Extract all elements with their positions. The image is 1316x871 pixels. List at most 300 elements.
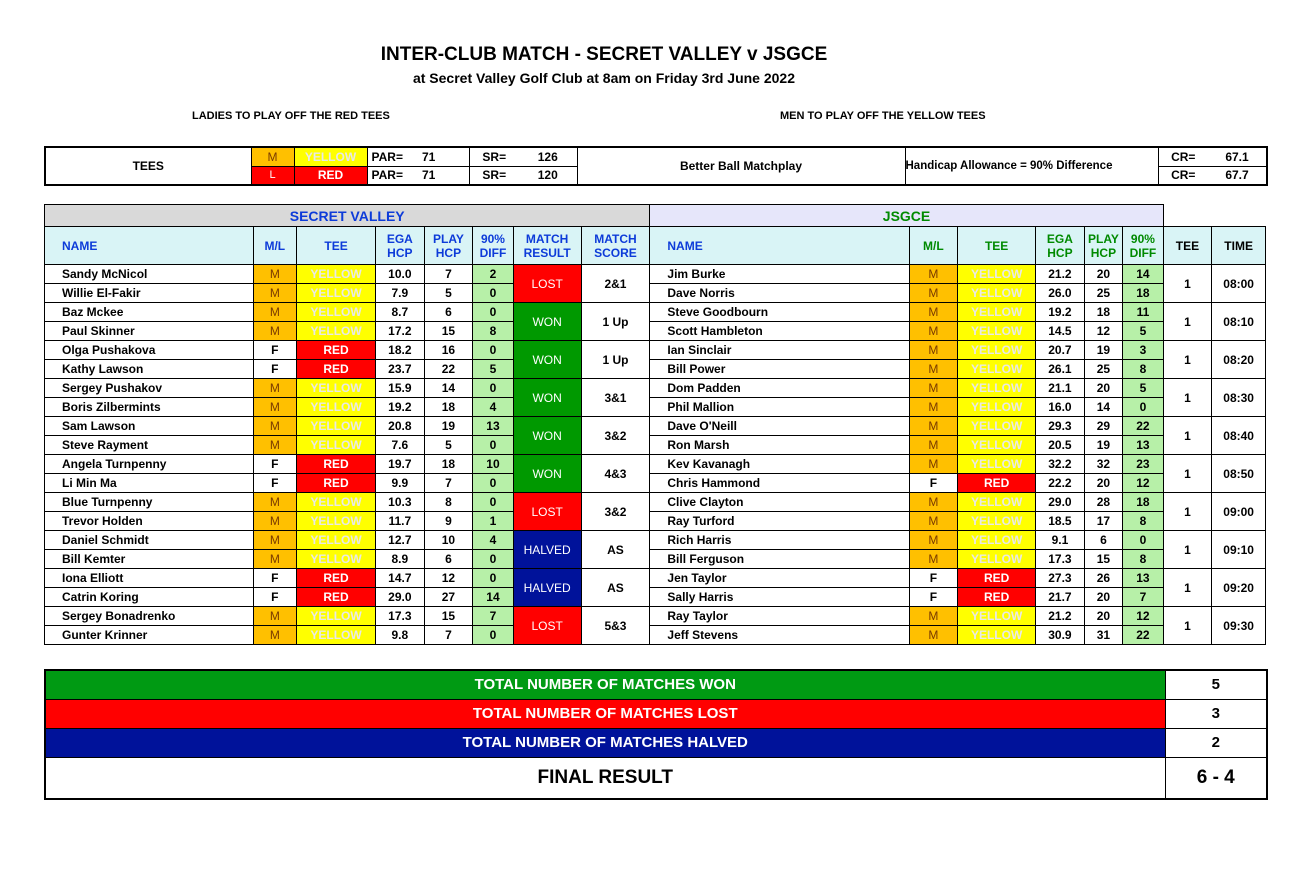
match-score: 3&2 bbox=[581, 417, 650, 455]
handicap-allowance: Handicap Allowance = 90% Difference bbox=[905, 147, 1158, 185]
away-player-ega-hcp: 20.7 bbox=[1036, 341, 1085, 360]
home-player-play-hcp: 18 bbox=[424, 455, 473, 474]
page-title: INTER-CLUB MATCH - SECRET VALLEY v JSGCE bbox=[380, 44, 828, 65]
totals-table bbox=[44, 669, 1268, 800]
away-player-diff: 13 bbox=[1123, 569, 1163, 588]
away-player-ml: M bbox=[909, 341, 958, 360]
match-result-badge: WON bbox=[513, 341, 581, 379]
away-player-tee: YELLOW bbox=[958, 626, 1036, 645]
away-player-play-hcp: 19 bbox=[1084, 436, 1122, 455]
home-player-ml: M bbox=[253, 417, 297, 436]
away-player-name: Jeff Stevens bbox=[650, 626, 909, 645]
away-player-name: Jim Burke bbox=[650, 265, 909, 284]
home-player-name: Paul Skinner bbox=[45, 322, 254, 341]
home-player-tee: RED bbox=[297, 341, 376, 360]
home-player-name: Boris Zilbermints bbox=[45, 398, 254, 417]
home-player-play-hcp: 6 bbox=[424, 303, 473, 322]
home-player-ml: M bbox=[253, 626, 297, 645]
col-time: TIME bbox=[1212, 227, 1266, 265]
away-player-ega-hcp: 21.2 bbox=[1036, 607, 1085, 626]
away-player-diff: 13 bbox=[1123, 436, 1163, 455]
away-player-ml: M bbox=[909, 436, 958, 455]
match-score: 2&1 bbox=[581, 265, 650, 303]
away-player-diff: 5 bbox=[1123, 379, 1163, 398]
home-player-ega-hcp: 29.0 bbox=[376, 588, 425, 607]
away-player-diff: 12 bbox=[1123, 474, 1163, 493]
total-won-value: 5 bbox=[1165, 670, 1267, 699]
away-player-ml: M bbox=[909, 626, 958, 645]
home-player-ega-hcp: 14.7 bbox=[376, 569, 425, 588]
home-player-name: Gunter Krinner bbox=[45, 626, 254, 645]
home-player-name: Willie El-Fakir bbox=[45, 284, 254, 303]
home-player-ml: M bbox=[253, 493, 297, 512]
tee-number: 1 bbox=[1163, 341, 1212, 379]
home-player-play-hcp: 16 bbox=[424, 341, 473, 360]
cr-label: CR= bbox=[1158, 147, 1208, 166]
match-result-badge: WON bbox=[513, 455, 581, 493]
cr-value: 67.1 bbox=[1208, 147, 1267, 166]
home-player-tee: YELLOW bbox=[297, 265, 376, 284]
home-player-name: Baz Mckee bbox=[45, 303, 254, 322]
away-player-ega-hcp: 32.2 bbox=[1036, 455, 1085, 474]
home-player-play-hcp: 15 bbox=[424, 607, 473, 626]
home-player-play-hcp: 15 bbox=[424, 322, 473, 341]
total-lost-label: TOTAL NUMBER OF MATCHES LOST bbox=[45, 699, 1165, 728]
tee-number: 1 bbox=[1163, 493, 1212, 531]
col-diff: 90% DIFF bbox=[473, 227, 513, 265]
away-player-play-hcp: 14 bbox=[1084, 398, 1122, 417]
home-player-ega-hcp: 9.8 bbox=[376, 626, 425, 645]
cr-value: 67.7 bbox=[1208, 166, 1267, 185]
home-player-play-hcp: 7 bbox=[424, 265, 473, 284]
match-score: 3&1 bbox=[581, 379, 650, 417]
away-player-ega-hcp: 26.0 bbox=[1036, 284, 1085, 303]
home-player-tee: YELLOW bbox=[297, 493, 376, 512]
home-player-ega-hcp: 12.7 bbox=[376, 531, 425, 550]
away-player-name: Dave O'Neill bbox=[650, 417, 909, 436]
home-player-play-hcp: 5 bbox=[424, 436, 473, 455]
away-player-diff: 22 bbox=[1123, 626, 1163, 645]
away-player-diff: 0 bbox=[1123, 398, 1163, 417]
sr-value: 120 bbox=[519, 166, 577, 185]
away-player-name: Steve Goodbourn bbox=[650, 303, 909, 322]
home-player-tee: RED bbox=[297, 360, 376, 379]
table-row bbox=[45, 455, 1266, 474]
home-player-play-hcp: 6 bbox=[424, 550, 473, 569]
away-player-ml: M bbox=[909, 284, 958, 303]
tee-ml-ladies: L bbox=[251, 166, 294, 185]
home-player-name: Blue Turnpenny bbox=[45, 493, 254, 512]
away-player-name: Bill Power bbox=[650, 360, 909, 379]
away-player-ega-hcp: 22.2 bbox=[1036, 474, 1085, 493]
away-player-tee: YELLOW bbox=[958, 436, 1036, 455]
away-player-ega-hcp: 27.3 bbox=[1036, 569, 1085, 588]
col-match-score: MATCH SCORE bbox=[581, 227, 650, 265]
par-label: PAR= bbox=[367, 147, 422, 166]
away-player-name: Dave Norris bbox=[650, 284, 909, 303]
home-player-tee: YELLOW bbox=[297, 607, 376, 626]
match-score: AS bbox=[581, 531, 650, 569]
col-play-hcp: PLAY HCP bbox=[424, 227, 473, 265]
col-name: NAME bbox=[45, 227, 254, 265]
tee-number: 1 bbox=[1163, 569, 1212, 607]
home-player-tee: YELLOW bbox=[297, 436, 376, 455]
table-row bbox=[45, 303, 1266, 322]
away-player-diff: 23 bbox=[1123, 455, 1163, 474]
home-player-tee: YELLOW bbox=[297, 417, 376, 436]
home-player-ega-hcp: 20.8 bbox=[376, 417, 425, 436]
away-player-play-hcp: 6 bbox=[1084, 531, 1122, 550]
home-player-diff: 4 bbox=[473, 531, 513, 550]
home-player-ml: F bbox=[253, 569, 297, 588]
col-away-name: NAME bbox=[650, 227, 909, 265]
home-player-diff: 0 bbox=[473, 379, 513, 398]
total-lost-value: 3 bbox=[1165, 699, 1267, 728]
home-player-diff: 0 bbox=[473, 493, 513, 512]
col-match-result: MATCH RESULT bbox=[513, 227, 581, 265]
table-row bbox=[45, 379, 1266, 398]
home-player-ml: M bbox=[253, 265, 297, 284]
table-row bbox=[45, 284, 1266, 303]
home-player-play-hcp: 12 bbox=[424, 569, 473, 588]
away-player-tee: YELLOW bbox=[958, 303, 1036, 322]
col-tee-no: TEE bbox=[1163, 227, 1212, 265]
home-player-ega-hcp: 7.6 bbox=[376, 436, 425, 455]
home-player-play-hcp: 22 bbox=[424, 360, 473, 379]
home-player-play-hcp: 19 bbox=[424, 417, 473, 436]
away-player-play-hcp: 20 bbox=[1084, 265, 1122, 284]
home-player-play-hcp: 9 bbox=[424, 512, 473, 531]
away-player-ml: M bbox=[909, 607, 958, 626]
away-player-ega-hcp: 30.9 bbox=[1036, 626, 1085, 645]
home-player-diff: 13 bbox=[473, 417, 513, 436]
table-row bbox=[45, 398, 1266, 417]
table-row bbox=[45, 322, 1266, 341]
match-score: 4&3 bbox=[581, 455, 650, 493]
table-row bbox=[45, 531, 1266, 550]
home-player-tee: YELLOW bbox=[297, 322, 376, 341]
away-player-ega-hcp: 18.5 bbox=[1036, 512, 1085, 531]
away-player-name: Ian Sinclair bbox=[650, 341, 909, 360]
tee-number: 1 bbox=[1163, 455, 1212, 493]
home-player-diff: 0 bbox=[473, 474, 513, 493]
tee-number: 1 bbox=[1163, 607, 1212, 645]
away-player-name: Jen Taylor bbox=[650, 569, 909, 588]
away-player-name: Scott Hambleton bbox=[650, 322, 909, 341]
table-row bbox=[45, 569, 1266, 588]
home-player-ega-hcp: 15.9 bbox=[376, 379, 425, 398]
away-player-name: Rich Harris bbox=[650, 531, 909, 550]
away-player-play-hcp: 12 bbox=[1084, 322, 1122, 341]
final-result-label: FINAL RESULT bbox=[45, 757, 1165, 799]
home-player-name: Sandy McNicol bbox=[45, 265, 254, 284]
home-player-ega-hcp: 11.7 bbox=[376, 512, 425, 531]
away-player-tee: YELLOW bbox=[958, 531, 1036, 550]
home-player-ega-hcp: 18.2 bbox=[376, 341, 425, 360]
page-subtitle: at Secret Valley Golf Club at 8am on Friday 3rd June 2022 bbox=[412, 70, 796, 86]
away-player-ega-hcp: 26.1 bbox=[1036, 360, 1085, 379]
match-result-badge: WON bbox=[513, 417, 581, 455]
total-halved-label: TOTAL NUMBER OF MATCHES HALVED bbox=[45, 728, 1165, 757]
home-player-ml: F bbox=[253, 360, 297, 379]
home-player-name: Sergey Bonadrenko bbox=[45, 607, 254, 626]
away-player-tee: YELLOW bbox=[958, 512, 1036, 531]
tee-time: 08:10 bbox=[1212, 303, 1266, 341]
away-player-ega-hcp: 9.1 bbox=[1036, 531, 1085, 550]
home-player-diff: 2 bbox=[473, 265, 513, 284]
away-player-tee: YELLOW bbox=[958, 322, 1036, 341]
away-player-diff: 8 bbox=[1123, 512, 1163, 531]
away-player-diff: 7 bbox=[1123, 588, 1163, 607]
home-player-tee: YELLOW bbox=[297, 379, 376, 398]
match-result-badge: WON bbox=[513, 303, 581, 341]
away-player-ml: M bbox=[909, 455, 958, 474]
away-player-diff: 8 bbox=[1123, 550, 1163, 569]
away-player-ega-hcp: 29.3 bbox=[1036, 417, 1085, 436]
home-player-ega-hcp: 9.9 bbox=[376, 474, 425, 493]
away-player-tee: YELLOW bbox=[958, 341, 1036, 360]
away-player-ega-hcp: 17.3 bbox=[1036, 550, 1085, 569]
home-team-header: SECRET VALLEY bbox=[45, 205, 650, 227]
tee-time: 09:10 bbox=[1212, 531, 1266, 569]
tee-time: 09:30 bbox=[1212, 607, 1266, 645]
tee-time: 08:20 bbox=[1212, 341, 1266, 379]
home-player-name: Daniel Schmidt bbox=[45, 531, 254, 550]
home-player-tee: YELLOW bbox=[297, 531, 376, 550]
away-player-ml: M bbox=[909, 265, 958, 284]
away-player-name: Ron Marsh bbox=[650, 436, 909, 455]
home-player-diff: 0 bbox=[473, 569, 513, 588]
away-player-name: Bill Ferguson bbox=[650, 550, 909, 569]
tees-table bbox=[44, 146, 1268, 186]
table-row bbox=[45, 512, 1266, 531]
table-row bbox=[45, 626, 1266, 645]
home-player-ml: F bbox=[253, 474, 297, 493]
away-player-tee: RED bbox=[958, 474, 1036, 493]
away-player-play-hcp: 17 bbox=[1084, 512, 1122, 531]
home-player-diff: 0 bbox=[473, 341, 513, 360]
cr-label: CR= bbox=[1158, 166, 1208, 185]
away-player-diff: 12 bbox=[1123, 607, 1163, 626]
away-player-ml: F bbox=[909, 588, 958, 607]
home-player-ega-hcp: 19.7 bbox=[376, 455, 425, 474]
home-player-name: Iona Elliott bbox=[45, 569, 254, 588]
away-player-name: Sally Harris bbox=[650, 588, 909, 607]
away-player-name: Dom Padden bbox=[650, 379, 909, 398]
match-score: 1 Up bbox=[581, 341, 650, 379]
away-player-ega-hcp: 20.5 bbox=[1036, 436, 1085, 455]
away-player-ml: M bbox=[909, 303, 958, 322]
away-player-name: Ray Turford bbox=[650, 512, 909, 531]
away-player-tee: YELLOW bbox=[958, 417, 1036, 436]
tee-yellow: YELLOW bbox=[294, 147, 367, 166]
away-player-name: Phil Mallion bbox=[650, 398, 909, 417]
match-result-badge: WON bbox=[513, 379, 581, 417]
match-score: 5&3 bbox=[581, 607, 650, 645]
away-player-diff: 8 bbox=[1123, 360, 1163, 379]
home-player-diff: 1 bbox=[473, 512, 513, 531]
par-value: 71 bbox=[422, 166, 469, 185]
away-player-ega-hcp: 29.0 bbox=[1036, 493, 1085, 512]
match-result-badge: LOST bbox=[513, 265, 581, 303]
sr-label: SR= bbox=[469, 147, 519, 166]
par-label: PAR= bbox=[367, 166, 422, 185]
matches-table bbox=[44, 204, 1266, 645]
away-player-play-hcp: 29 bbox=[1084, 417, 1122, 436]
home-player-name: Steve Rayment bbox=[45, 436, 254, 455]
tee-number: 1 bbox=[1163, 417, 1212, 455]
match-result-badge: LOST bbox=[513, 607, 581, 645]
away-player-diff: 14 bbox=[1123, 265, 1163, 284]
match-result-badge: HALVED bbox=[513, 569, 581, 607]
total-halved-value: 2 bbox=[1165, 728, 1267, 757]
home-player-diff: 7 bbox=[473, 607, 513, 626]
home-player-name: Bill Kemter bbox=[45, 550, 254, 569]
home-player-play-hcp: 7 bbox=[424, 626, 473, 645]
table-row bbox=[45, 493, 1266, 512]
match-result-badge: LOST bbox=[513, 493, 581, 531]
away-player-tee: YELLOW bbox=[958, 493, 1036, 512]
away-player-play-hcp: 28 bbox=[1084, 493, 1122, 512]
col-away-ega-hcp: EGA HCP bbox=[1036, 227, 1085, 265]
home-player-diff: 0 bbox=[473, 284, 513, 303]
away-player-play-hcp: 19 bbox=[1084, 341, 1122, 360]
away-player-name: Kev Kavanagh bbox=[650, 455, 909, 474]
away-player-ml: M bbox=[909, 550, 958, 569]
away-player-ega-hcp: 21.7 bbox=[1036, 588, 1085, 607]
away-player-ml: M bbox=[909, 531, 958, 550]
home-player-diff: 4 bbox=[473, 398, 513, 417]
home-player-tee: YELLOW bbox=[297, 284, 376, 303]
away-player-diff: 18 bbox=[1123, 284, 1163, 303]
away-player-tee: YELLOW bbox=[958, 550, 1036, 569]
match-score: 1 Up bbox=[581, 303, 650, 341]
home-player-name: Sam Lawson bbox=[45, 417, 254, 436]
sr-label: SR= bbox=[469, 166, 519, 185]
table-row bbox=[45, 265, 1266, 284]
table-row bbox=[45, 341, 1266, 360]
home-player-ml: M bbox=[253, 379, 297, 398]
col-ml: M/L bbox=[253, 227, 297, 265]
home-player-tee: YELLOW bbox=[297, 550, 376, 569]
away-player-play-hcp: 32 bbox=[1084, 455, 1122, 474]
table-row bbox=[45, 474, 1266, 493]
home-player-diff: 0 bbox=[473, 436, 513, 455]
table-row bbox=[45, 436, 1266, 455]
table-row bbox=[45, 550, 1266, 569]
home-player-ega-hcp: 10.0 bbox=[376, 265, 425, 284]
home-player-ml: M bbox=[253, 531, 297, 550]
away-player-ml: M bbox=[909, 360, 958, 379]
col-away-tee: TEE bbox=[958, 227, 1036, 265]
tee-time: 09:00 bbox=[1212, 493, 1266, 531]
away-player-ml: F bbox=[909, 569, 958, 588]
home-player-ega-hcp: 23.7 bbox=[376, 360, 425, 379]
home-player-name: Olga Pushakova bbox=[45, 341, 254, 360]
away-player-diff: 5 bbox=[1123, 322, 1163, 341]
away-player-ml: M bbox=[909, 493, 958, 512]
away-player-diff: 22 bbox=[1123, 417, 1163, 436]
away-player-ml: M bbox=[909, 322, 958, 341]
home-player-ml: M bbox=[253, 512, 297, 531]
match-score: 3&2 bbox=[581, 493, 650, 531]
home-player-ml: M bbox=[253, 607, 297, 626]
men-tee-note: MEN TO PLAY OFF THE YELLOW TEES bbox=[780, 110, 986, 122]
home-player-ega-hcp: 7.9 bbox=[376, 284, 425, 303]
tees-label: TEES bbox=[45, 147, 251, 185]
home-player-name: Trevor Holden bbox=[45, 512, 254, 531]
away-player-play-hcp: 20 bbox=[1084, 474, 1122, 493]
away-player-diff: 3 bbox=[1123, 341, 1163, 360]
away-player-ml: M bbox=[909, 379, 958, 398]
tee-time: 09:20 bbox=[1212, 569, 1266, 607]
home-player-ml: M bbox=[253, 398, 297, 417]
col-ega-hcp: EGA HCP bbox=[376, 227, 425, 265]
home-player-diff: 0 bbox=[473, 626, 513, 645]
home-player-name: Sergey Pushakov bbox=[45, 379, 254, 398]
home-player-name: Li Min Ma bbox=[45, 474, 254, 493]
away-player-play-hcp: 20 bbox=[1084, 588, 1122, 607]
away-player-tee: YELLOW bbox=[958, 265, 1036, 284]
tee-time: 08:50 bbox=[1212, 455, 1266, 493]
away-player-ml: M bbox=[909, 398, 958, 417]
away-player-ega-hcp: 19.2 bbox=[1036, 303, 1085, 322]
home-player-name: Kathy Lawson bbox=[45, 360, 254, 379]
sr-value: 126 bbox=[519, 147, 577, 166]
away-player-ml: F bbox=[909, 474, 958, 493]
home-player-diff: 10 bbox=[473, 455, 513, 474]
away-player-name: Ray Taylor bbox=[650, 607, 909, 626]
away-player-name: Clive Clayton bbox=[650, 493, 909, 512]
final-result-value: 6 - 4 bbox=[1165, 757, 1267, 799]
home-player-tee: YELLOW bbox=[297, 512, 376, 531]
home-player-ml: M bbox=[253, 322, 297, 341]
home-player-name: Angela Turnpenny bbox=[45, 455, 254, 474]
home-player-ega-hcp: 8.9 bbox=[376, 550, 425, 569]
home-player-play-hcp: 18 bbox=[424, 398, 473, 417]
col-tee: TEE bbox=[297, 227, 376, 265]
home-player-ega-hcp: 10.3 bbox=[376, 493, 425, 512]
away-player-ega-hcp: 21.2 bbox=[1036, 265, 1085, 284]
home-player-play-hcp: 5 bbox=[424, 284, 473, 303]
tee-red: RED bbox=[294, 166, 367, 185]
home-player-diff: 0 bbox=[473, 550, 513, 569]
tee-number: 1 bbox=[1163, 303, 1212, 341]
away-player-diff: 0 bbox=[1123, 531, 1163, 550]
table-row bbox=[45, 607, 1266, 626]
away-player-play-hcp: 20 bbox=[1084, 607, 1122, 626]
home-player-ega-hcp: 17.2 bbox=[376, 322, 425, 341]
away-player-diff: 18 bbox=[1123, 493, 1163, 512]
away-player-tee: YELLOW bbox=[958, 379, 1036, 398]
home-player-name: Catrin Koring bbox=[45, 588, 254, 607]
ladies-tee-note: LADIES TO PLAY OFF THE RED TEES bbox=[192, 110, 390, 122]
away-player-ml: M bbox=[909, 512, 958, 531]
home-player-ml: M bbox=[253, 436, 297, 455]
away-team-header: JSGCE bbox=[650, 205, 1163, 227]
tee-time: 08:40 bbox=[1212, 417, 1266, 455]
home-player-tee: YELLOW bbox=[297, 398, 376, 417]
home-player-tee: YELLOW bbox=[297, 303, 376, 322]
home-player-play-hcp: 27 bbox=[424, 588, 473, 607]
away-player-tee: YELLOW bbox=[958, 607, 1036, 626]
away-player-ega-hcp: 21.1 bbox=[1036, 379, 1085, 398]
away-player-tee: YELLOW bbox=[958, 360, 1036, 379]
away-player-name: Chris Hammond bbox=[650, 474, 909, 493]
home-player-ml: F bbox=[253, 588, 297, 607]
col-away-ml: M/L bbox=[909, 227, 958, 265]
tee-time: 08:00 bbox=[1212, 265, 1266, 303]
